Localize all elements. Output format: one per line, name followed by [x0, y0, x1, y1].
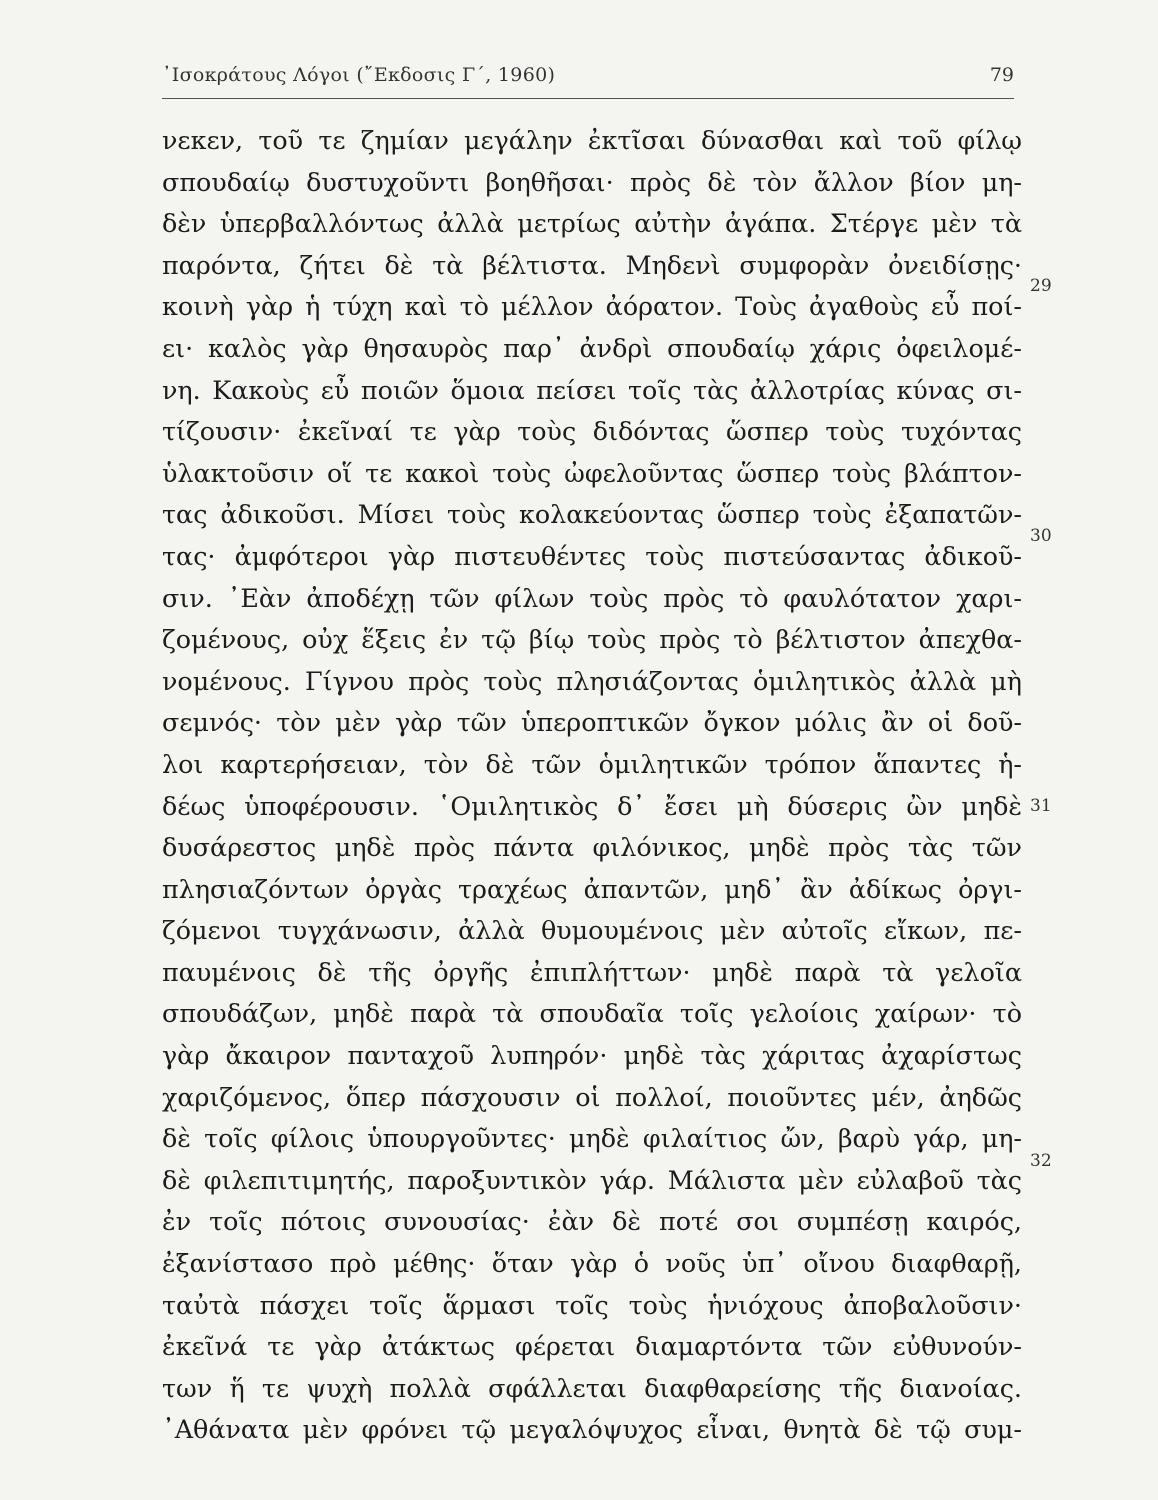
text-line: νεκεν, τοῦ τε ζημίαν μεγάλην ἐκτῖσαι δύνασθαι καὶ τοῦ φίλῳ: [162, 125, 1022, 155]
text-line: ἐν τοῖς πότοις συνουσίας· ἐὰν δὲ ποτέ σοι συμπέσῃ καιρός,: [162, 1206, 1022, 1237]
margin-number-30: 30: [1030, 526, 1052, 546]
text-line: ζόμενοι τυγχάνωσιν, ἀλλὰ θυμουμένοις μὲν αὐτοῖς εἴκων, πε-: [162, 915, 1022, 946]
text-line: δυσάρεστος μηδὲ πρὸς πάντα φιλόνικος, μηδὲ πρὸς τὰς τῶν: [162, 832, 1022, 863]
text-line: παυμένοις δὲ τῆς ὀργῆς ἐπιπλήττων· μηδὲ παρὰ τὰ γελοῖα: [162, 956, 1022, 987]
text-line: γὰρ ἄκαιρον πανταχοῦ λυπηρόν· μηδὲ τὰς χάριτας ἀχαρίστως: [162, 1040, 1022, 1071]
text-line: τας ἀδικοῦσι. Μίσει τοὺς κολακεύοντας ὥσπερ τοὺς ἐξαπατῶν-: [162, 499, 1022, 530]
text-line: ὑλακτοῦσιν οἵ τε κακοὶ τοὺς ὠφελοῦντας ὥσπερ τοὺς βλάπτον-: [162, 457, 1022, 488]
text-line: τίζουσιν· ἐκεῖναί τε γὰρ τοὺς διδόντας ὥσπερ τοὺς τυχόντας: [162, 416, 1022, 447]
text-line: ἐκεῖνά τε γὰρ ἀτάκτως φέρεται διαμαρτόντα τῶν εὐθυνούν-: [162, 1331, 1022, 1362]
text-line: δὲν ὑπερβαλλόντως ἀλλὰ μετρίως αὐτὴν ἀγάπα. Στέργε μὲν τὰ: [162, 208, 1022, 239]
text-line: πλησιαζόντων ὀργὰς τραχέως ἀπαντῶν, μηδ᾿ ἂν ἀδίκως ὀργι-: [162, 873, 1022, 904]
page-number: 79: [989, 64, 1014, 86]
margin-number-29: 29: [1030, 276, 1052, 296]
header-title: ᾿Ισοκράτους Λόγοι (῎Εκδοσις Γ΄, 1960): [162, 64, 556, 86]
text-line: ζομένους, οὐχ ἕξεις ἐν τῷ βίῳ τοὺς πρὸς τὸ βέλτιστον ἀπεχθα-: [162, 624, 1022, 655]
text-line: ᾿Αθάνατα μὲν φρόνει τῷ μεγαλόψυχος εἶναι, θνητὰ δὲ τῷ συμ-: [162, 1414, 1022, 1445]
text-line: δὲ τοῖς φίλοις ὑπουργοῦντες· μηδὲ φιλαίτιος ὤν, βαρὺ γάρ, μη-: [162, 1123, 1022, 1154]
text-line: ει· καλὸς γὰρ θησαυρὸς παρ᾿ ἀνδρὶ σπουδαίῳ χάρις ὀφειλομέ-: [162, 332, 1022, 363]
text-line: δὲ φιλεπιτιμητής, παροξυντικὸν γάρ. Μάλιστα μὲν εὐλαβοῦ τὰς: [162, 1164, 1022, 1195]
text-line: κοινὴ γὰρ ἡ τύχη καὶ τὸ μέλλον ἀόρατον. Τοὺς ἀγαθοὺς εὖ ποί-: [162, 291, 1022, 322]
margin-number-32: 32: [1030, 1151, 1052, 1171]
text-line: νομένους. Γίγνου πρὸς τοὺς πλησιάζοντας ὁμιλητικὸς ἀλλὰ μὴ: [162, 665, 1022, 696]
header-rule: [162, 98, 1014, 99]
body-text: [162, 120, 1022, 1451]
running-header: [162, 60, 1014, 92]
text-line: δέως ὑποφέρουσιν. ῾Ομιλητικὸς δ᾿ ἔσει μὴ δύσερις ὢν μηδὲ: [162, 790, 1022, 821]
text-line: χαριζόμενος, ὅπερ πάσχουσιν οἱ πολλοί, ποιοῦντες μέν, ἀηδῶς: [162, 1081, 1022, 1112]
text-line: τας· ἀμφότεροι γὰρ πιστευθέντες τοὺς πιστεύσαντας ἀδικοῦ-: [162, 540, 1022, 571]
text-line: σπουδαίῳ δυστυχοῦντι βοηθῆσαι· πρὸς δὲ τὸν ἄλλον βίον μη-: [162, 166, 1022, 197]
text-line: των ἥ τε ψυχὴ πολλὰ σφάλλεται διαφθαρείσης τῆς διανοίας.: [162, 1372, 1022, 1403]
text-line: σπουδάζων, μηδὲ παρὰ τὰ σπουδαῖα τοῖς γελοίοις χαίρων· τὸ: [162, 998, 1022, 1029]
text-line: λοι καρτερήσειαν, τὸν δὲ τῶν ὁμιλητικῶν τρόπον ἅπαντες ἡ-: [162, 748, 1022, 779]
text-line: παρόντα, ζήτει δὲ τὰ βέλτιστα. Μηδενὶ συμφορὰν ὀνειδίσῃς·: [162, 249, 1022, 280]
text-line: ταὐτὰ πάσχει τοῖς ἅρμασι τοῖς τοὺς ἡνιόχους ἀποβαλοῦσιν·: [162, 1289, 1022, 1320]
text-line: νη. Κακοὺς εὖ ποιῶν ὅμοια πείσει τοῖς τὰς ἀλλοτρίας κύνας σι-: [162, 374, 1022, 405]
text-line: σεμνός· τὸν μὲν γὰρ τῶν ὑπεροπτικῶν ὄγκον μόλις ἂν οἱ δοῦ-: [162, 707, 1022, 738]
text-line: σιν. ᾿Εὰν ἀποδέχῃ τῶν φίλων τοὺς πρὸς τὸ φαυλότατον χαρι-: [162, 582, 1022, 613]
text-line: ἐξανίστασο πρὸ μέθης· ὅταν γὰρ ὁ νοῦς ὑπ᾿ οἴνου διαφθαρῇ,: [162, 1248, 1022, 1279]
margin-number-31: 31: [1030, 796, 1052, 816]
